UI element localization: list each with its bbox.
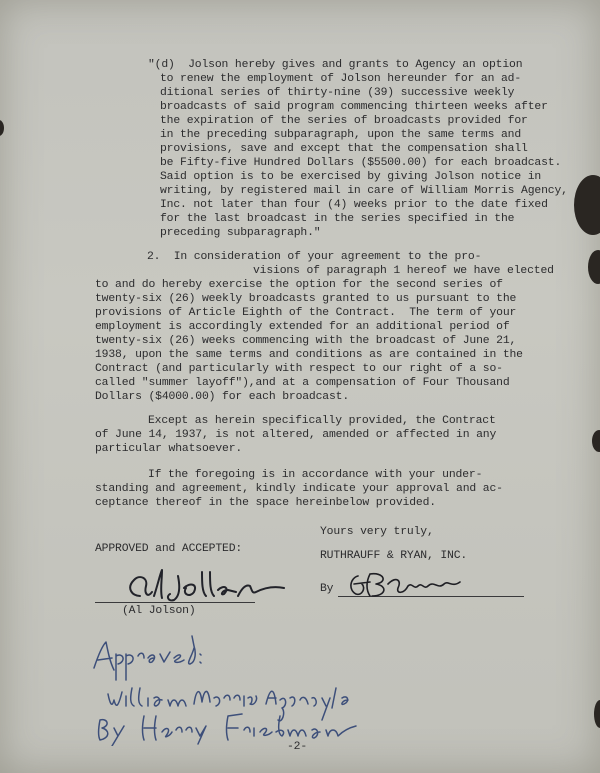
paragraph-d-line: writing, by registered mail in care of William Morris Agency, xyxy=(160,185,568,197)
paragraph-4-line: standing and agreement, kindly indicate your approval and ac- xyxy=(95,483,503,495)
paragraph-2-line: employment is accordingly extended for an additional period of xyxy=(95,321,510,333)
paragraph-d-line: Said option is to be exercised by giving Jolson notice in xyxy=(160,171,542,183)
paragraph-d-line: for the last broadcast in the series specified in the xyxy=(160,213,515,225)
paragraph-2-line: Dollars ($4000.00) for each broadcast. xyxy=(95,391,350,403)
paragraph-d-line: be Fifty-five Hundred Dollars ($5500.00) for each broadcast. xyxy=(160,157,562,169)
paper-tear xyxy=(0,120,4,136)
paragraph-3-line: particular whatsoever. xyxy=(95,443,243,455)
paragraph-2-line: called "summer layoff"),and at a compensation of Four Thousand xyxy=(95,377,510,389)
paragraph-4-line: If the foregoing is in accordance with your under- xyxy=(148,469,483,481)
paragraph-2-line: Contract (and particularly with respect to our right of a so- xyxy=(95,363,503,375)
paper-tear xyxy=(594,700,600,728)
paragraph-d-line: broadcasts of said program commencing thirteen weeks after xyxy=(160,101,548,113)
paragraph-2-line: to and do hereby exercise the option for the second series of xyxy=(95,279,503,291)
paragraph-3-line: Except as herein specifically provided, the Contract xyxy=(148,415,496,427)
by-label: By xyxy=(320,583,334,595)
paragraph-d-line: to renew the employment of Jolson hereunder for an ad- xyxy=(160,73,522,85)
paragraph-4-line: ceptance thereof in the space hereinbelow provided. xyxy=(95,497,436,509)
paragraph-d-line: "(d) Jolson hereby gives and grants to Agency an option xyxy=(148,59,523,71)
paragraph-d-line: Inc. not later than four (4) weeks prior to the date fixed xyxy=(160,199,548,211)
paragraph-2-line: visions of paragraph 1 hereof we have elected xyxy=(253,265,554,277)
jolson-signature xyxy=(118,566,288,604)
paper-tear xyxy=(574,175,600,235)
paragraph-2-line: 1938, upon the same terms and conditions as are contained in the xyxy=(95,349,523,361)
company-name: RUTHRAUFF & RYAN, INC. xyxy=(320,550,468,562)
paragraph-2-line: twenty-six (26) weekly broadcasts granted to us pursuant to the xyxy=(95,293,517,305)
paragraph-d-line: ditional series of thirty-nine (39) successive weekly xyxy=(160,87,515,99)
paragraph-d-line: provisions, save and except that the compensation shall xyxy=(160,143,528,155)
paragraph-3-line: of June 14, 1937, is not altered, amended or affected in any xyxy=(95,429,497,441)
paragraph-2-line: twenty-six (26) weeks commencing with the broadcast of June 21, xyxy=(95,335,517,347)
approval-signature-line xyxy=(95,602,255,603)
paragraph-d-line: in the preceding subparagraph, upon the same terms and xyxy=(160,129,522,141)
closing-salutation: Yours very truly, xyxy=(320,526,434,538)
signatory-name: (Al Jolson) xyxy=(122,605,196,617)
approved-label: APPROVED and ACCEPTED: xyxy=(95,543,243,555)
company-signature xyxy=(340,568,470,602)
paragraph-d-line: the expiration of the series of broadcasts provided for xyxy=(160,115,528,127)
paragraph-2-line: 2. In consideration of your agreement to the pro- xyxy=(147,251,482,263)
paragraph-d-line: preceding subparagraph." xyxy=(160,227,321,239)
paragraph-2-line: provisions of Article Eighth of the Contract. The term of your xyxy=(95,307,517,319)
page-number: -2- xyxy=(287,741,308,753)
paper-tear xyxy=(588,250,600,284)
paper-tear xyxy=(592,430,600,452)
handwritten-approval xyxy=(86,628,376,746)
